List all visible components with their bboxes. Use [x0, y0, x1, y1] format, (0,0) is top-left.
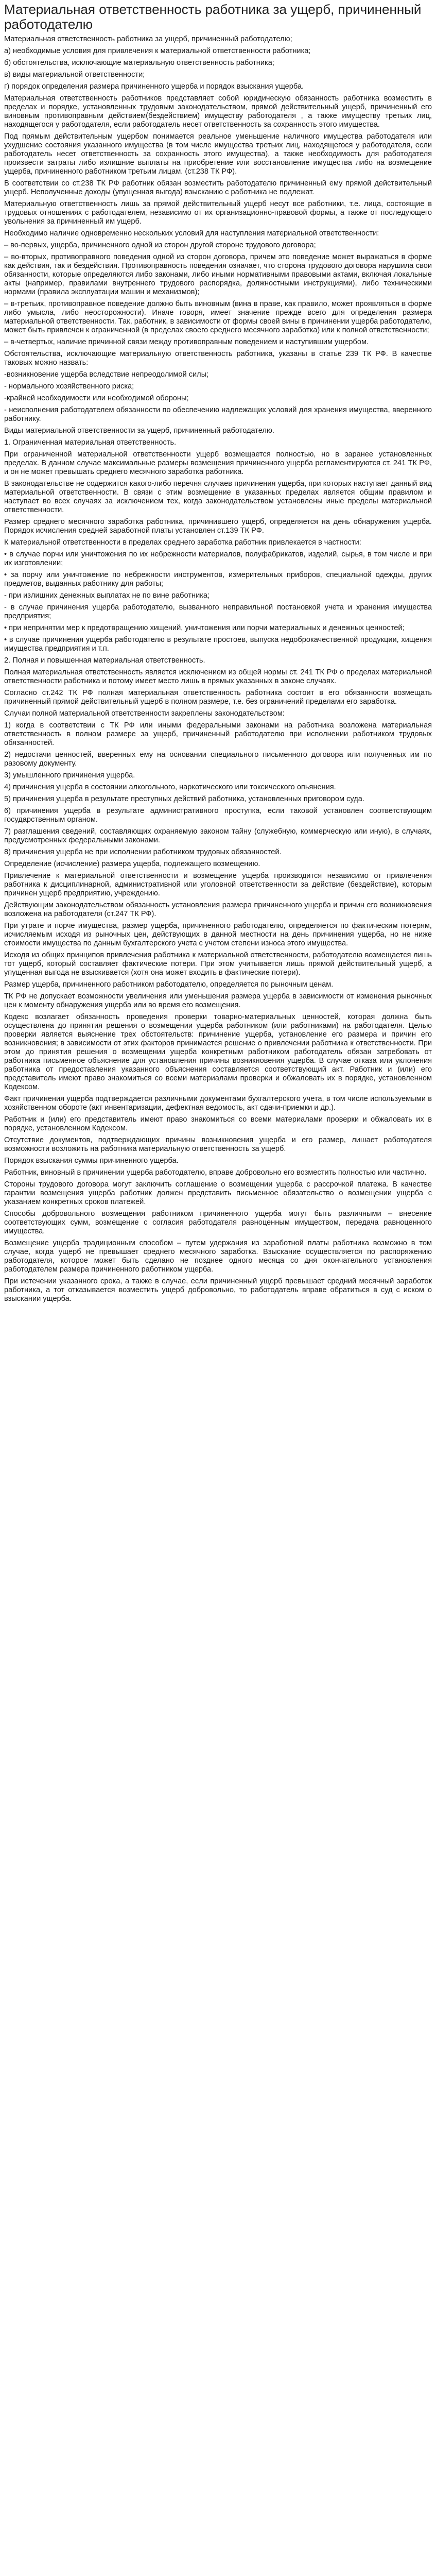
paragraph: Действующим законодательством обязанность установления размера причиненного ущерба и причин его возникновения возложена на работодателя (ст.247 ТК РФ).	[4, 901, 432, 918]
paragraph: 2) недостачи ценностей, вверенных ему на основании специального письменного договора или полученных им по разовому документу.	[4, 751, 432, 768]
paragraph: - неисполнения работодателем обязанности по обеспечению надлежащих условий для хранения имущества, вверенного работнику.	[4, 406, 432, 423]
paragraph: -крайней необходимости или необходимой обороны;	[4, 394, 189, 402]
paragraph: б) обстоятельства, исключающие материальную ответственность работника;	[4, 59, 274, 67]
paragraph: Отсутствие документов, подтверждающих причины возникновения ущерба и его размер, лишает работодателя возможности возложить на работника материальную ответственность за ущерб.	[4, 1136, 432, 1153]
paragraph: Возмещение ущерба традиционным способом – путем удержания из заработной платы работника возможно в том случае, когда ущерб не превышает среднего месячного заработка. Взыскание осуществляется по распоряжению работодателя, которое может быть сделано не позднее одного месяца со дня окончательного установления работодателем размера причиненного работником ущерба.	[4, 1239, 432, 1274]
paragraph: Материальная ответственность работников представляет собой юридическую обязанность работника возместить в пределах и порядке, установленных трудовым законодательством, прямой действительный ущерб, причиненный его виновным противоправным действием(бездействием) имуществу работодателя , а также имуществу третьих лиц, находящегося у работодателя, если работодатель несет ответственность за сохранность этого имущества.	[4, 94, 432, 129]
paragraph: К материальной ответственности в пределах среднего заработка работник привлекается в частности:	[4, 538, 361, 547]
paragraph: 6) причинения ущерба в результате административного проступка, если таковой установлен соответствующим государственным органом.	[4, 807, 432, 824]
paragraph: – во-первых, ущерба, причиненного одной из сторон другой стороне трудового договора;	[4, 241, 316, 249]
paragraph: Способы добровольного возмещения работником причиненного ущерба могут быть различными – внесение соответствующих сумм, возмещение с согласия работодателя равноценным имуществом, передача равноценного имущества.	[4, 1210, 432, 1235]
paragraph: – во-вторых, противоправного поведения одной из сторон договора, причем это поведение может выражаться в форме как действия, так и бездействия. Противоправность поведения означает, что сторона трудового договора нарушила свои обязанности, которые определяются либо законами, либо иными нормативными правовыми актами, включая локальные акты (например, правилами внутреннего трудового распорядка, должностными инструкциями), либо техническими нормами (правила эксплуатации машин и механизмов);	[4, 253, 432, 296]
paragraph: В соответствии со ст.238 ТК РФ работник обязан возместить работодателю причиненный ему прямой действительный ущерб. Неполученные доходы (упущенная выгода) взысканию с работника не подлежат.	[4, 179, 432, 196]
paragraph: Факт причинения ущерба подтверждается различными документами бухгалтерского учета, в том числе используемыми в хозяйственном обороте (акт инвентаризации, дефектная ведомость, акт сдачи-приемки и др.).	[4, 1095, 432, 1112]
paragraph: Привлечение к материальной ответственности и возмещение ущерба производится независимо от привлечения работника к дисциплинарной, административной или уголовной ответственности за действие (бездействие), которым причинен ущерб предприятию, учреждению.	[4, 872, 432, 897]
paragraph: В законодательстве не содержится какого-либо перечня случаев причинения ущерба, при которых наступает данный вид материальной ответственности. В связи с этим возмещение в указанных пределах является общим правилом и наступает во всех случаях за исключением тех, когда законодательством установлены иные пределы материальной ответственности.	[4, 480, 432, 514]
paragraph: При ограниченной материальной ответственности ущерб возмещается полностью, но в заранее установленных пределах. В данном случае максимальные размеры возмещения причиненного ущерба регламентируются ст. 241 ТК РФ, и он не может превышать среднего месячного заработка работника.	[4, 450, 432, 476]
paragraph: Стороны трудового договора могут заключить соглашение о возмещении ущерба с рассрочкой платежа. В качестве гарантии возмещения ущерба работник должен представить письменное обязательство о возмещении ущерба с указанием конкретных сроков платежей.	[4, 1180, 432, 1206]
paragraph: 1) когда в соответствии с ТК РФ или иными федеральными законами на работника возложена материальная ответственность в полном размере за ущерб, причиненный работодателю при исполнении работником трудовых обязанностей.	[4, 721, 432, 747]
paragraph: 2. Полная и повышенная материальная ответственность.	[4, 656, 205, 665]
paragraph: Кодекс возлагает обязанность проведения проверки товарно-материальных ценностей, которая должна быть осуществлена до принятия решения о возмещении ущерба работником (или работниками) на работодателя. Целью проверки является выяснение трех обстоятельств: причинение ущерба, установление его размера и причин его возникновения; в зависимости от этих факторов принимается решение о привлечении работника к ответственности. При этом до принятия решения о возмещении ущерба конкретным работником работодатель обязан затребовать от работника письменное объяснение для установления причины возникновения ущерба. В случае отказа или уклонения работника от предоставления указанного объяснения составляется соответствующий акт. Работник и (или) его представитель имеют право знакомиться со всеми материалами проверки и обжаловать их в порядке, установленном Кодексом.	[4, 1013, 432, 1091]
paragraph: Порядок взыскания суммы причиненного ущерба.	[4, 1157, 179, 1165]
paragraph: Определение (исчисление) размера ущерба, подлежащего возмещению.	[4, 860, 260, 868]
paragraph: – в-четвертых, наличие причинной связи между противоправным поведением и наступившим ущербом.	[4, 338, 369, 346]
paragraph: Согласно ст.242 ТК РФ полная материальная ответственность работника состоит в его обязанности возмещать причиненный прямой действительный ущерб в полном размере, т.е. без ограничений пределами его заработка.	[4, 689, 432, 706]
paragraph: -возникновение ущерба вследствие непреодолимой силы;	[4, 370, 209, 379]
paragraph: 1. Ограниченная материальная ответственность.	[4, 438, 177, 447]
paragraph: Виды материальной ответственности за ущерб, причиненный работодателю.	[4, 427, 274, 435]
paragraph: Под прямым действительным ущербом понимается реальное уменьшение наличного имущества работодателя или ухудшение состояния указанного имущества (в том числе имущества третьих лиц, находящегося у работодателя, если работодатель несет ответственность за сохранность этого имущества), а также необходимость для работодателя произвести затраты либо излишние выплаты на приобретение или восстановление имущества либо на возмещение ущерба, причиненного работником третьим лицам. (ст.238 ТК РФ).	[4, 132, 432, 176]
paragraph: Полная материальная ответственность является исключением из общей нормы ст. 241 ТК РФ о пределах материальной ответственности работника и потому имеет место лишь в прямых указанных в законе случаях.	[4, 668, 432, 685]
document-body	[4, 35, 432, 1303]
paragraph: - при излишних денежных выплатах не по вине работника;	[4, 591, 210, 600]
paragraph: - нормального хозяйственного риска;	[4, 382, 134, 391]
paragraph: Случаи полной материальной ответственности закреплены законодательством:	[4, 709, 285, 718]
paragraph: 8) причинения ущерба не при исполнении работником трудовых обязанностей.	[4, 848, 282, 856]
paragraph: При утрате и порче имущества, размер ущерба, причиненного работодателю, определяется по фактическим потерям, исчисляемым исходя из рыночных цен, действующих в данной местности на день причинения ущерба, но не ниже стоимости имущества по данным бухгалтерского учета с учетом степени износа этого имущества.	[4, 922, 432, 947]
paragraph: Работник и (или) его представитель имеют право знакомиться со всеми материалами проверки и обжаловать их в порядке, установленном Кодексом.	[4, 1115, 432, 1132]
paragraph: 3) умышленного причинения ущерба.	[4, 771, 135, 779]
paragraph: - в случае причинения ущерба работодателю, вызванного неправильной постановкой учета и хранения имущества предприятия;	[4, 603, 432, 620]
paragraph: – в-третьих, противоправное поведение должно быть виновным (вина в праве, как правило, может проявляться в форме либо умысла, либо неосторожности). Иначе говоря, имеет значение прежде всего для определения размера материальной ответственности. Так, работник, в зависимости от формы своей вины в причинении ущерба работодателю, может быть привлечен к ограниченной (в пределах своего среднего месячного заработка) или к полной ответственности;	[4, 300, 432, 334]
paragraph: в) виды материальной ответственности;	[4, 71, 145, 79]
paragraph: ТК РФ не допускает возможности увеличения или уменьшения размера ущерба в зависимости от изменения рыночных цен к моменту обнаружения ущерба или во время его возмещения.	[4, 992, 432, 1009]
paragraph: Работник, виновный в причинении ущерба работодателю, вправе добровольно его возместить полностью или частично.	[4, 1168, 427, 1177]
paragraph: 4) причинения ущерба в состоянии алкогольного, наркотического или токсического опьянения.	[4, 783, 336, 791]
paragraph: • в случае причинения ущерба работодателю в результате простоев, выпуска недоброкачественной продукции, хищения имущества предприятия и т.п.	[4, 636, 432, 653]
paragraph: • в случае порчи или уничтожения по их небрежности материалов, полуфабрикатов, изделий, сырья, в том числе и при их изготовлении;	[4, 550, 432, 567]
paragraph: 5) причинения ущерба в результате преступных действий работника, установленных приговором суда.	[4, 795, 364, 803]
paragraph: Материальную ответственность лишь за прямой действительный ущерб несут все работники, т.е. лица, состоящие в трудовых отношениях с работодателем, независимо от их организационно-правовой формы, а также от последующего увольнения за причиненный им ущерб.	[4, 200, 432, 226]
paragraph: При истечении указанного срока, а также в случае, если причиненный ущерб превышает средний месячный заработок работника, а тот отказывается возместить ущерб добровольно, то работодатель вправе обратиться в суд с иском о взыскании ущерба.	[4, 1277, 432, 1303]
paragraph: • за порчу или уничтожение по небрежности инструментов, измерительных приборов, специальной одежды, других предметов, выданных работнику для работы;	[4, 571, 432, 588]
paragraph: Необходимо наличие одновременно нескольких условий для наступления материальной ответственности:	[4, 229, 379, 238]
paragraph: Материальная ответственность работника за ущерб, причиненный работодателю;	[4, 35, 292, 43]
paragraph: Исходя из общих принципов привлечения работника к материальной ответственности, работодателю возмещается лишь тот ущерб, который составляет фактические потери. При этом учитывается лишь прямой действительный ущерб, а упущенная выгода не взыскивается (хотя она может входить в фактические потери).	[4, 951, 432, 977]
paragraph: 7) разглашения сведений, составляющих охраняемую законом тайну (служебную, коммерческую или иную), в случаях, предусмотренных федеральными законами.	[4, 827, 432, 844]
paragraph: Размер среднего месячного заработка работника, причинившего ущерб, определяется на день обнаружения ущерба. Порядок исчисления средней заработной платы установлен ст.139 ТК РФ.	[4, 518, 432, 535]
paragraph: а) необходимые условия для привлечения к материальной ответственности работника;	[4, 47, 311, 55]
document-title: Материальная ответственность работника за ущерб, причиненный работодателю	[4, 2, 422, 32]
paragraph: Размер ущерба, причиненного работником работодателю, определяется по рыночным ценам.	[4, 980, 334, 989]
paragraph: • при непринятии мер к предотвращению хищений, уничтожения или порчи материальных и денежных ценностей;	[4, 624, 405, 632]
paragraph: Обстоятельства, исключающие материальную ответственность работника, указаны в статье 239 ТК РФ. В качестве таковых можно назвать:	[4, 350, 432, 367]
paragraph: г) порядок определения размера причиненного ущерба и порядок взыскания ущерба.	[4, 82, 304, 91]
